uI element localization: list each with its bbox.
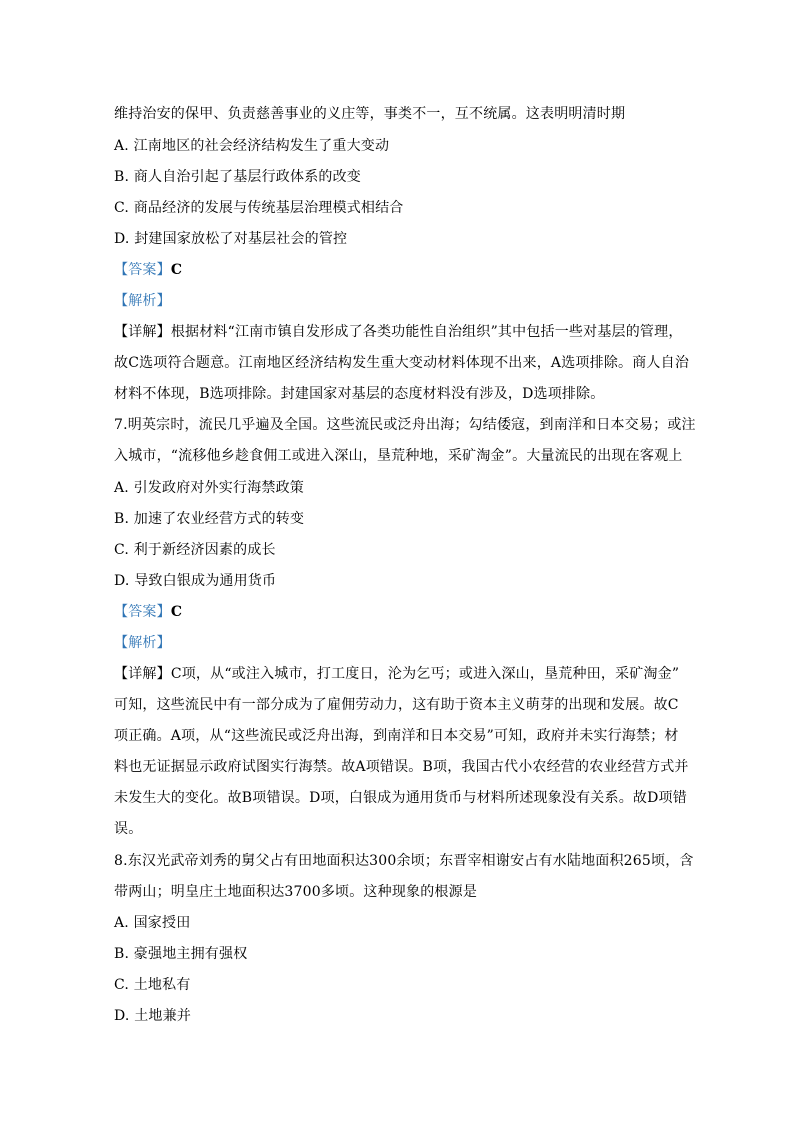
q6-detail-tag: 【详解】 (114, 324, 171, 340)
q6-detail-line-1 (114, 322, 694, 342)
q8-option-c: C. 土地私有 (114, 977, 191, 993)
q7-option-a: A. 引发政府对外实行海禁政策 (114, 480, 305, 496)
q7-stem-line-1: 7.明英宗时，流民几乎遍及全国。这些流民或泛舟出海；勾结倭寇，到南洋和日本交易；或注 (114, 417, 696, 433)
q6-option-d: D. 封建国家放松了对基层社会的管控 (114, 231, 348, 247)
q6-answer-tag: 【答案】 (114, 262, 171, 278)
q6-answer-value: C (170, 262, 183, 278)
q7-detail-line-1 (114, 664, 694, 684)
q7-stem-line-2: 入城市，“流移他乡趁食佣工或进入深山，垦荒种地，采矿淘金”。大量流民的出现在客观上 (114, 448, 683, 464)
q7-detail-text-1: C项，从“或注入城市，打工度日，沦为乞丐；或进入深山，垦荒种田，采矿淘金” (170, 666, 680, 682)
q7-detail-line-5: 未发生大的变化。故B项错误。D项，白银成为通用货币与材料所述现象没有关系。故D项错 (114, 790, 687, 806)
q7-detail-line-4: 料也无证据显示政府试图实行海禁。故A项错误。B项，我国古代小农经营的农业经营方式并 (114, 759, 689, 775)
q7-detail-line-6: 误。 (114, 821, 143, 837)
q6-analysis-tag: 【解析】 (114, 293, 171, 309)
q8-stem-line-2: 带两山；明皇庄土地面积达3700多顷。这种现象的根源是 (114, 884, 478, 900)
q8-option-d: D. 土地兼并 (114, 1008, 192, 1024)
q7-detail-tag: 【详解】 (114, 666, 171, 682)
q8-option-b: B. 豪强地主拥有强权 (114, 946, 248, 962)
q6-detail-line-2: 故C选项符合题意。江南地区经济结构发生重大变动材料体现不出来，A选项排除。商人自治 (114, 355, 690, 371)
q6-detail-line-3: 材料不体现，B选项排除。封建国家对基层的态度材料没有涉及，D选项排除。 (114, 386, 605, 402)
q7-detail-line-3: 项正确。A项，从“这些流民或泛舟出海，到南洋和日本交易”可知，政府并未实行海禁；材 (114, 728, 679, 744)
q7-answer-tag: 【答案】 (114, 604, 171, 620)
q7-analysis-tag: 【解析】 (114, 635, 171, 651)
q8-stem-line-1: 8.东汉光武帝刘秀的舅父占有田地面积达300余顷；东晋宰相谢安占有水陆地面积265顷，含 (114, 853, 694, 869)
q7-answer-line (114, 602, 694, 622)
q7-answer-value: C (170, 604, 183, 620)
q6-stem-tail: 维持治安的保甲、负责慈善事业的义庄等，事类不一，互不统属。这表明明清时期 (114, 106, 626, 122)
q8-option-a: A. 国家授田 (114, 915, 191, 931)
q6-option-b: B. 商人自治引起了基层行政体系的改变 (114, 169, 361, 185)
q7-option-b: B. 加速了农业经营方式的转变 (114, 511, 305, 527)
q6-option-c: C. 商品经济的发展与传统基层治理模式相结合 (114, 200, 404, 216)
q6-detail-text-1: 根据材料“江南市镇自发形成了各类功能性自治组织”其中包括一些对基层的管理， (170, 324, 683, 340)
q7-detail-line-2: 可知，这些流民中有一部分成为了雇佣劳动力，这有助于资本主义萌芽的出现和发展。故C (114, 697, 679, 713)
q6-answer-line (114, 260, 694, 280)
q7-option-d: D. 导致白银成为通用货币 (114, 573, 277, 589)
q7-option-c: C. 利于新经济因素的成长 (114, 542, 276, 558)
q6-option-a: A. 江南地区的社会经济结构发生了重大变动 (114, 138, 390, 154)
